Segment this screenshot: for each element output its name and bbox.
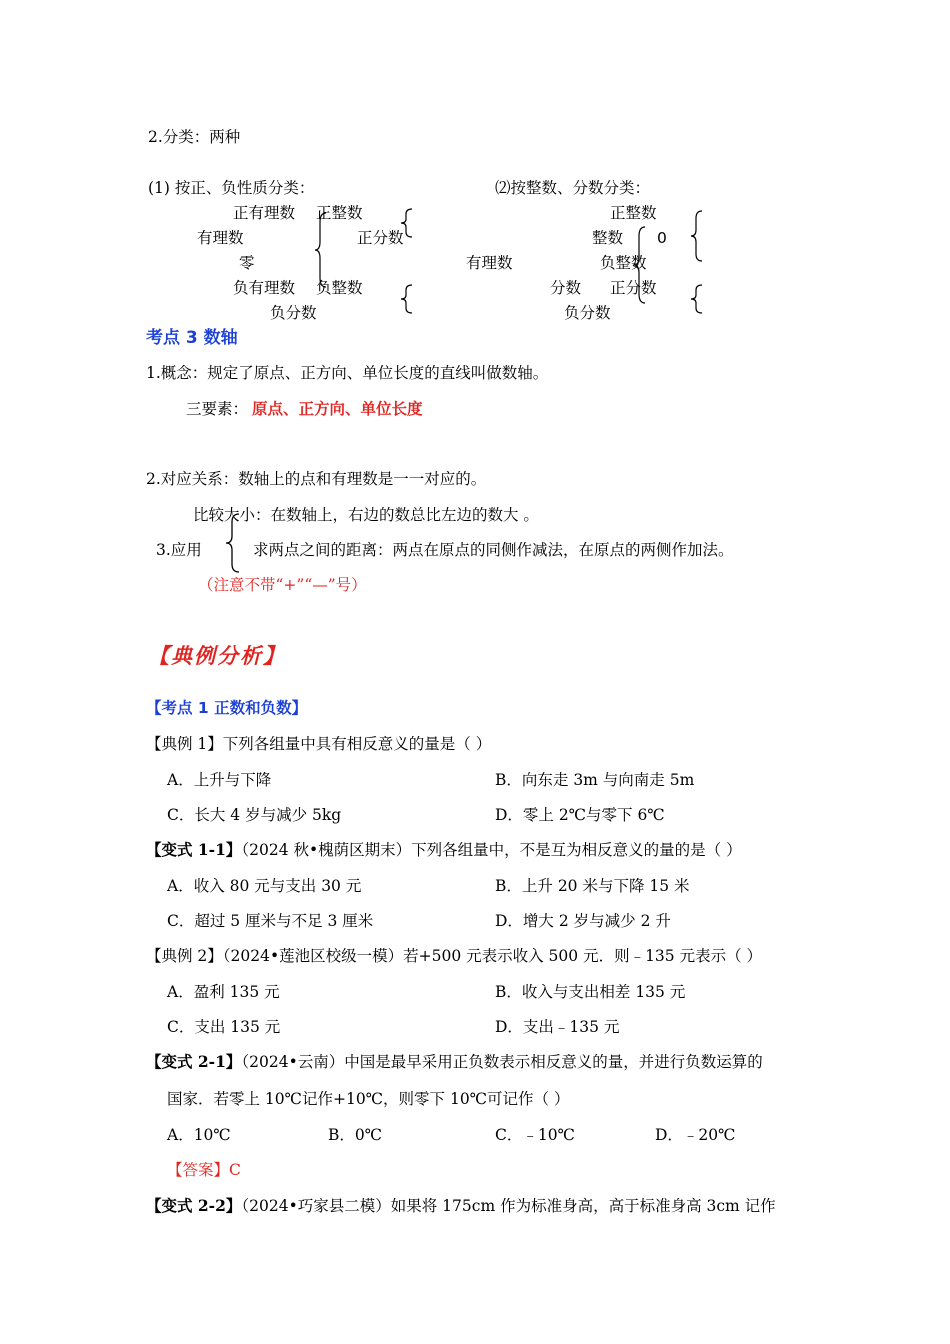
pos-frac: 正分数: [357, 229, 404, 247]
kaodian3-title: 考点 3 数轴: [146, 328, 238, 348]
app-compare: 比较大小：在数轴上，右边的数总比左边的数大 。: [193, 506, 539, 524]
v11-option-b: B．上升 20 米与下降 15 米: [495, 877, 690, 895]
concept-line: 1.概念：规定了原点、正方向、单位长度的直线叫做数轴。: [146, 364, 549, 382]
v11-text: （2024 秋•槐荫区期末）下列各组量中，不是互为相反意义的量的是（ ）: [241, 841, 742, 859]
v21-label: 【变式 2-1】: [146, 1052, 242, 1071]
q2-option-c: C．支出 135 元: [167, 1018, 281, 1036]
type-integer: 整数: [592, 229, 624, 247]
q1-stem: 【典例 1】下列各组量中具有相反意义的量是（ ）: [146, 735, 492, 753]
app-distance: 求两点之间的距离：两点在原点的同侧作减法，在原点的两侧作加法。: [253, 541, 734, 559]
v21-stem-line2: 国家．若零上 10℃记作+10℃，则零下 10℃可记作（ ）: [167, 1090, 570, 1108]
q2-option-a: A．盈利 135 元: [167, 983, 280, 1001]
v11-option-d: D．增大 2 岁与减少 2 升: [495, 912, 671, 930]
by-type-title: ⑵按整数、分数分类：: [495, 179, 651, 197]
brace-fraction-icon: [690, 284, 704, 314]
v21-option-b: B．0℃: [328, 1126, 383, 1144]
neg-int: 负整数: [316, 279, 363, 297]
q1-option-d: D．零上 2℃与零下 6℃: [495, 806, 665, 824]
app-label: 3.应用: [156, 541, 202, 559]
v21-option-a: A．10℃: [167, 1126, 231, 1144]
v21-option-d: D．﹣20℃: [655, 1126, 736, 1144]
v21-text1: （2024•云南）中国是最早采用正负数表示相反意义的量，并进行负数运算的: [241, 1053, 763, 1071]
brace-rational-icon: [314, 212, 328, 288]
q1-option-c: C．长大 4 岁与减少 5kg: [167, 806, 342, 824]
pos-rational: 正有理数: [233, 204, 296, 222]
brace-application-icon: [225, 513, 241, 573]
three-elements-value: 原点、正方向、单位长度: [252, 400, 423, 418]
answer-value: C: [229, 1161, 241, 1179]
type-fraction: 分数: [550, 279, 582, 297]
type-neg-int: 负整数: [600, 254, 647, 272]
v22-label: 【变式 2-2】: [146, 1196, 242, 1215]
v21-answer: [167, 1160, 241, 1180]
v11-option-c: C．超过 5 厘米与不足 3 厘米: [167, 912, 374, 930]
zero-label: 零: [239, 254, 255, 272]
v11-option-a: A．收入 80 元与支出 30 元: [167, 877, 362, 895]
v22-text: （2024•巧家县二模）如果将 175cm 作为标准身高，高于标准身高 3cm 记作: [241, 1197, 776, 1215]
q1-option-a: A．上升与下降: [167, 771, 272, 789]
analysis-title: 【典例分析】: [148, 643, 286, 668]
type-rational: 有理数: [466, 254, 513, 272]
three-elements-label: 三要素：: [186, 400, 249, 418]
brace-type-rational-icon: [633, 226, 647, 304]
q2-option-b: B．收入与支出相差 135 元: [495, 983, 686, 1001]
rational-label: 有理数: [197, 229, 244, 247]
q1-option-b: B．向东走 3m 与向南走 5m: [495, 771, 695, 789]
q2-option-d: D．支出﹣135 元: [495, 1018, 620, 1036]
brace-neg-icon: [400, 284, 414, 314]
type-pos-int: 正整数: [610, 204, 657, 222]
brace-pos-icon: [400, 208, 414, 238]
v11-stem: [146, 840, 742, 860]
neg-frac: 负分数: [270, 304, 317, 322]
type-neg-frac: 负分数: [564, 304, 611, 322]
type-zero: 0: [657, 229, 667, 247]
app-note: （注意不带“+”“—”号）: [198, 576, 367, 594]
v11-label: 【变式 1-1】: [146, 840, 242, 859]
kaodian1-title: 【考点 1 正数和负数】: [146, 699, 308, 717]
q2-stem: 【典例 2】（2024•莲池区校级一模）若+500 元表示收入 500 元．则﹣135 元表示（ ）: [146, 947, 763, 965]
v22-stem: [146, 1196, 776, 1216]
neg-rational: 负有理数: [233, 279, 296, 297]
brace-integer-icon: [690, 210, 704, 262]
pos-int: 正整数: [316, 204, 363, 222]
by-sign-title: (1) 按正、负性质分类：: [148, 179, 315, 197]
v21-option-c: C．﹣10℃: [495, 1126, 575, 1144]
classification-heading: 2.分类：两种: [148, 128, 241, 146]
correspond-line: 2.对应关系：数轴上的点和有理数是一一对应的。: [146, 470, 487, 488]
answer-label: 【答案】: [167, 1161, 230, 1179]
type-pos-frac: 正分数: [610, 279, 657, 297]
v21-stem-line1: [146, 1052, 763, 1072]
